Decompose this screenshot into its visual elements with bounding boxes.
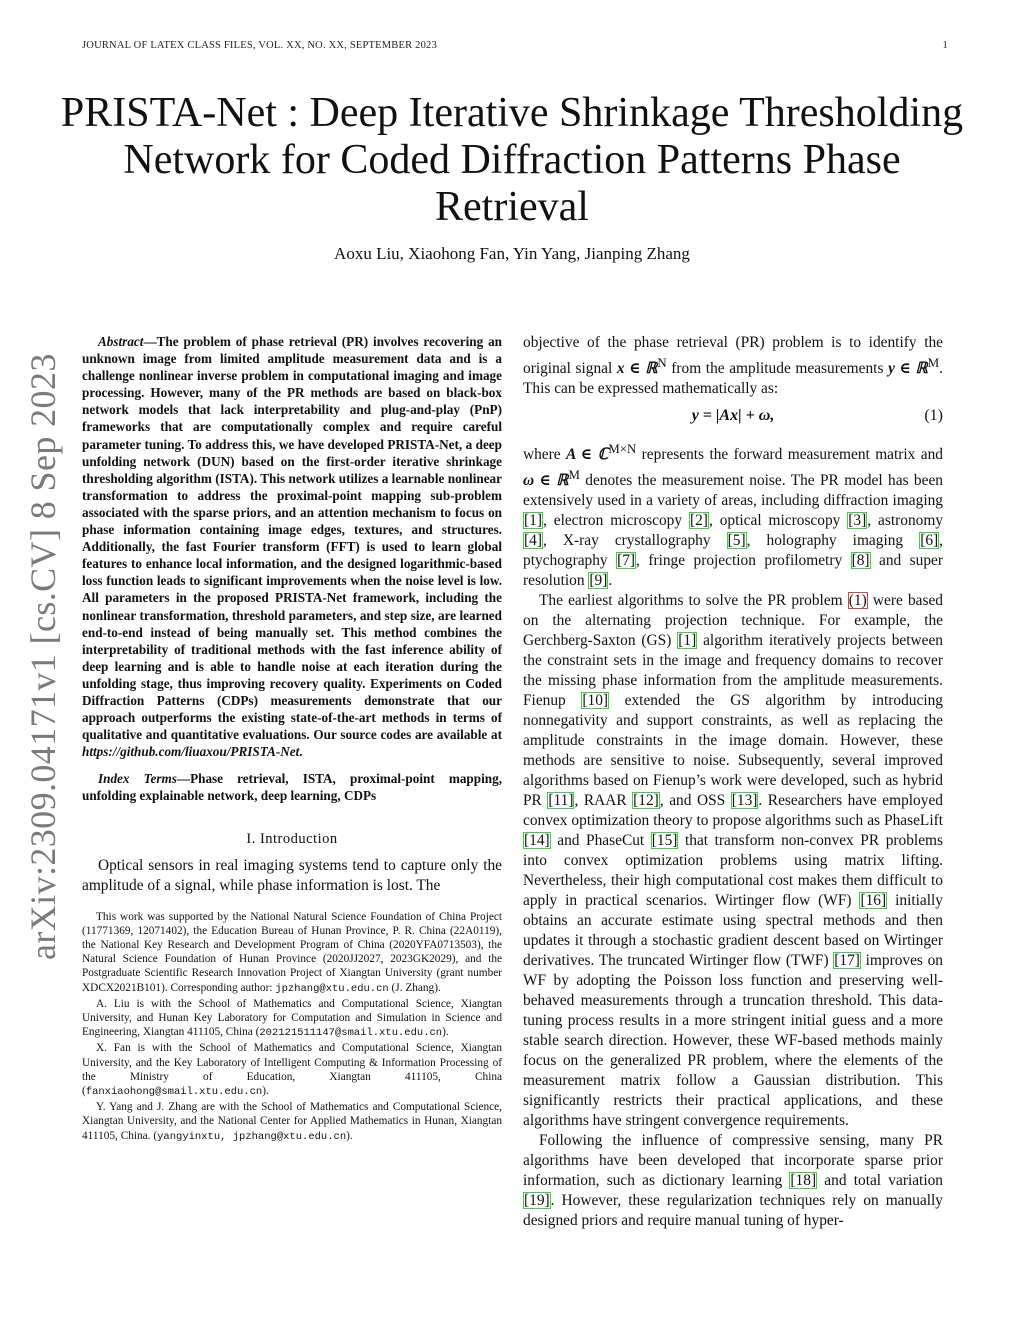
text: and PhaseCut [550,832,651,850]
abstract-end: . [299,744,303,760]
citation-link[interactable]: [6] [920,532,939,550]
footnote-affiliation-liu [82,997,502,1041]
journal-header: JOURNAL OF LATEX CLASS FILES, VOL. XX, NO. XX, SEPTEMBER 2023 [82,40,437,51]
citation-link[interactable]: [11] [548,792,574,810]
text: . However, these regularization techniques rely on manually designed priors and require manual tuning of hyper- [523,1192,943,1230]
text: extended the GS algorithm by introducing nonnegativity and support constraints, as well as replacing the amplitude constraints in the image domain. However, these methods are sensitive to noise. Subsequently, several improved algorithms based on Fienup’s work were developed, such as hybrid PR [523,692,943,810]
equation-body: y = |Ax| + ω, [691,407,775,425]
footnote-text: This work was supported by the National Natural Science Foundation of China Project (11771369, 12071402), the Education Bureau of Hunan Province, P. R. China (22A0119), the National Key Research and Development Program of China (2020YFA0713503), the Natural Science Foundation of Hunan Province (2020JJ2027, 2023GK2029), and the Postgraduate Scientific Research Innovation Project of Xiangtan University (grant number XDCX2021B101). Corresponding author: [82,910,502,994]
intro-paragraph: Optical sensors in real imaging systems tend to capture only the amplitude of a signal, while phase information is lost. The [82,856,502,894]
email-link[interactable]: jpzhang@xtu.edu.cn [275,982,389,995]
math-omega: ω ∈ ℝ [523,472,569,490]
text: Following the influence of compressive sensing, many PR algorithms have been developed that incorporate sparse prior information, such as dictionary learning [523,1132,943,1190]
abstract-text: —The problem of phase retrieval (PR) involves recovering an unknown image from limited amplitude measurement data and is a challenge nonlinear inverse problem in computational imaging and image processing. However, many of the PR methods are based on black-box network models that lack interpretability and plug-and-play (PnP) frameworks that are computationally complex and require careful parameter tuning. To address this, we have developed PRISTA-Net, a deep unfolding network (DUN) based on the first-order iterative shrinkage thresholding algorithm (ISTA). This network utilizes a learnable nonlinear transformation to address the proximal-point mapping sub-problem associated with the sparse priors, and an attention mechanism to focus on phase information containing image edges, textures, and structures. Additionally, the fast Fourier transform (FFT) is used to learn global features to enhance local information, and the designed logarithmic-based loss function leads to significant improvements when the noise level is low. All parameters in the proposed PRISTA-Net framework, including the nonlinear transformation, threshold parameters, and step size, are learned end-to-end instead of being manually set. This method combines the interpretability of traditional methods with the fast inference ability of deep learning and is able to handle noise at each iteration during the unfolding stage, thus improving recovery quality. Experiments on Coded Diffraction Patterns (CDPs) measurements demonstrate that our approach outperforms the existing state-of-the-art methods in terms of qualitative and quantitative evaluations. Our source codes are available at [82,334,502,743]
text: . Researchers have employed convex optimization theory to propose algorithms such as PhaseLift [523,792,943,830]
text: , ptychography [523,532,944,570]
citation-link[interactable]: [14] [524,832,550,850]
source-code-link[interactable]: https://github.com/liuaxou/PRISTA-Net [82,744,300,760]
text: . [608,572,613,590]
math-x: x ∈ ℝ [616,360,658,378]
text: algorithm iteratively projects between the constraint sets in the image and frequency domains to recover the missing phase information from the amplitude measurements. Fienup [523,632,943,710]
citation-link[interactable]: [13] [731,792,758,810]
index-terms [82,770,502,804]
math-A: A ∈ ℂ [566,446,609,464]
page-number: 1 [942,40,948,51]
earliest-algorithms-paragraph [523,591,943,1131]
citation-link[interactable]: [4] [524,532,542,550]
objective-paragraph [523,333,943,399]
math-y: y ∈ ℝ [888,360,928,378]
email-link[interactable]: 202121511147@smail.xtu.edu.cn [259,1027,443,1040]
math-sup: M [927,356,940,370]
footnote-text: A. Liu is with the School of Mathematics and Computational Science, Xiangtan University, and Hunan Key Laboratory for Computation and Simulation in Science and Engineering, Xiangtan 411105, China ( [82,997,502,1039]
text: , holography imaging [746,532,920,550]
text: objective of the phase retrieval (PR) problem is to identify the original signal [523,334,943,378]
right-column [523,333,943,1231]
text: were based on the alternating projection technique. For example, the Gerchberg-Saxton (GS) [523,592,943,650]
math-sup: N [657,356,667,370]
citation-link[interactable]: [15] [651,832,678,850]
citation-link[interactable]: [12] [633,792,659,810]
citation-link[interactable]: [17] [834,952,860,970]
citation-link[interactable]: [7] [617,552,636,570]
text: and super resolution [523,552,943,590]
running-header [82,40,948,51]
footnote-text: X. Fan is with the School of Mathematics and Computational Science, Xiangtan University, and the Key Laboratory of Intelligent Computing & Information Processing of the Ministry of Education, Xiangtan 411105, China ( [82,1042,502,1097]
arxiv-stamp[interactable]: arXiv:2309.04171v1 [cs.CV] 8 Sep 2023 [23,353,63,960]
citation-link[interactable]: [1] [524,512,542,530]
footnote-text: ). [346,1129,353,1142]
footnote-text: ). [262,1084,269,1097]
text: The earliest algorithms to solve the PR problem [539,592,848,610]
abstract-label: Abstract [98,334,144,349]
citation-link[interactable]: [16] [860,892,887,910]
paper-title: PRISTA-Net : Deep Iterative Shrinkage Thresholding Network for Coded Diffraction Patterns Phase Retrieval [60,90,964,230]
index-terms-label: Index Terms [98,771,177,787]
text: where [523,446,566,464]
citation-link[interactable]: [10] [582,692,609,710]
citation-link[interactable]: [2] [689,512,708,530]
email-link[interactable]: fanxiaohong@smail.xtu.edu.cn [85,1085,263,1098]
citation-link[interactable]: [19] [524,1192,550,1210]
text: represents the forward measurement matrix and [636,446,943,464]
text: , astronomy [867,512,944,530]
index-terms-text: —Phase retrieval, ISTA, proximal-point mapping, unfolding explainable network, deep learning, CDPs [82,771,502,804]
math-sup: M [568,468,580,483]
equation-number: (1) [924,407,943,425]
footnote-affiliation-fan [82,1041,502,1099]
abstract [82,333,502,760]
author-list: Aoxu Liu, Xiaohong Fan, Yin Yang, Jianping Zhang [334,244,690,263]
footnote-funding [82,910,502,996]
text: initially obtains an accurate estimate using spectral methods and then updates it through a stochastic gradient descent based on Wirtinger derivatives. The truncated Wirtinger flow (TWF) [523,892,943,970]
math-sup: M×N [608,442,637,457]
citation-link[interactable]: [1] [678,632,697,650]
footnote-affiliation-yang-zhang [82,1100,502,1144]
text: and total variation [817,1172,943,1190]
citation-link[interactable]: [18] [790,1172,817,1190]
citation-link[interactable]: [5] [727,532,746,550]
text: , optical microscopy [708,512,848,530]
text: from the amplitude measurements [666,360,889,378]
equation-ref-link[interactable]: (1) [848,592,867,610]
citation-link[interactable]: [9] [589,572,608,590]
footnote-text: (J. Zhang). [388,981,441,994]
text: that transform non-convex PR problems into convex optimization problems using matrix lifting. Nevertheless, their high computational cost makes them difficult to apply in practical scenarios. Wirtinger flow (WF) [523,832,943,910]
text: , and OSS [659,792,731,810]
text: improves on WF by adopting the Poisson loss function and preserving well-behaved measurements through a truncation threshold. This data-tuning process results in a more stringent initial guess and a more stable search direction. However, these WF-based methods mainly focus on the generalized PR problem, where the elements of the measurement matrix follow a Gaussian distribution. This significantly restricts their practical applications, and these algorithms have stringent convergence requirements. [523,952,943,1130]
equation-1 [523,407,943,433]
applications-paragraph [523,439,943,591]
citation-link[interactable]: [8] [851,552,870,570]
text: . This can be expressed mathematically as: [523,360,943,398]
text: , X-ray crystallography [542,532,727,550]
text: , fringe projection profilometry [636,552,851,570]
section-heading-introduction: I. Introduction [246,830,338,847]
text: , RAAR [574,792,633,810]
text: denotes the measurement noise. The PR model has been extensively used in a variety of areas, including diffraction imaging [523,472,943,510]
footnote-text: Y. Yang and J. Zhang are with the School of Mathematics and Computational Science, Xiangtan University, and the National Center for Applied Mathematics in Hunan, Xiangtan 411105, China. ( [82,1101,502,1142]
footnote-text: ). [442,1026,449,1039]
email-link[interactable]: yangyinxtu, jpzhang@xtu.edu.cn [157,1130,347,1143]
sparse-priors-paragraph [523,1131,943,1231]
left-column [82,333,502,1145]
text: , electron microscopy [542,512,689,530]
citation-link[interactable]: [3] [848,512,867,530]
